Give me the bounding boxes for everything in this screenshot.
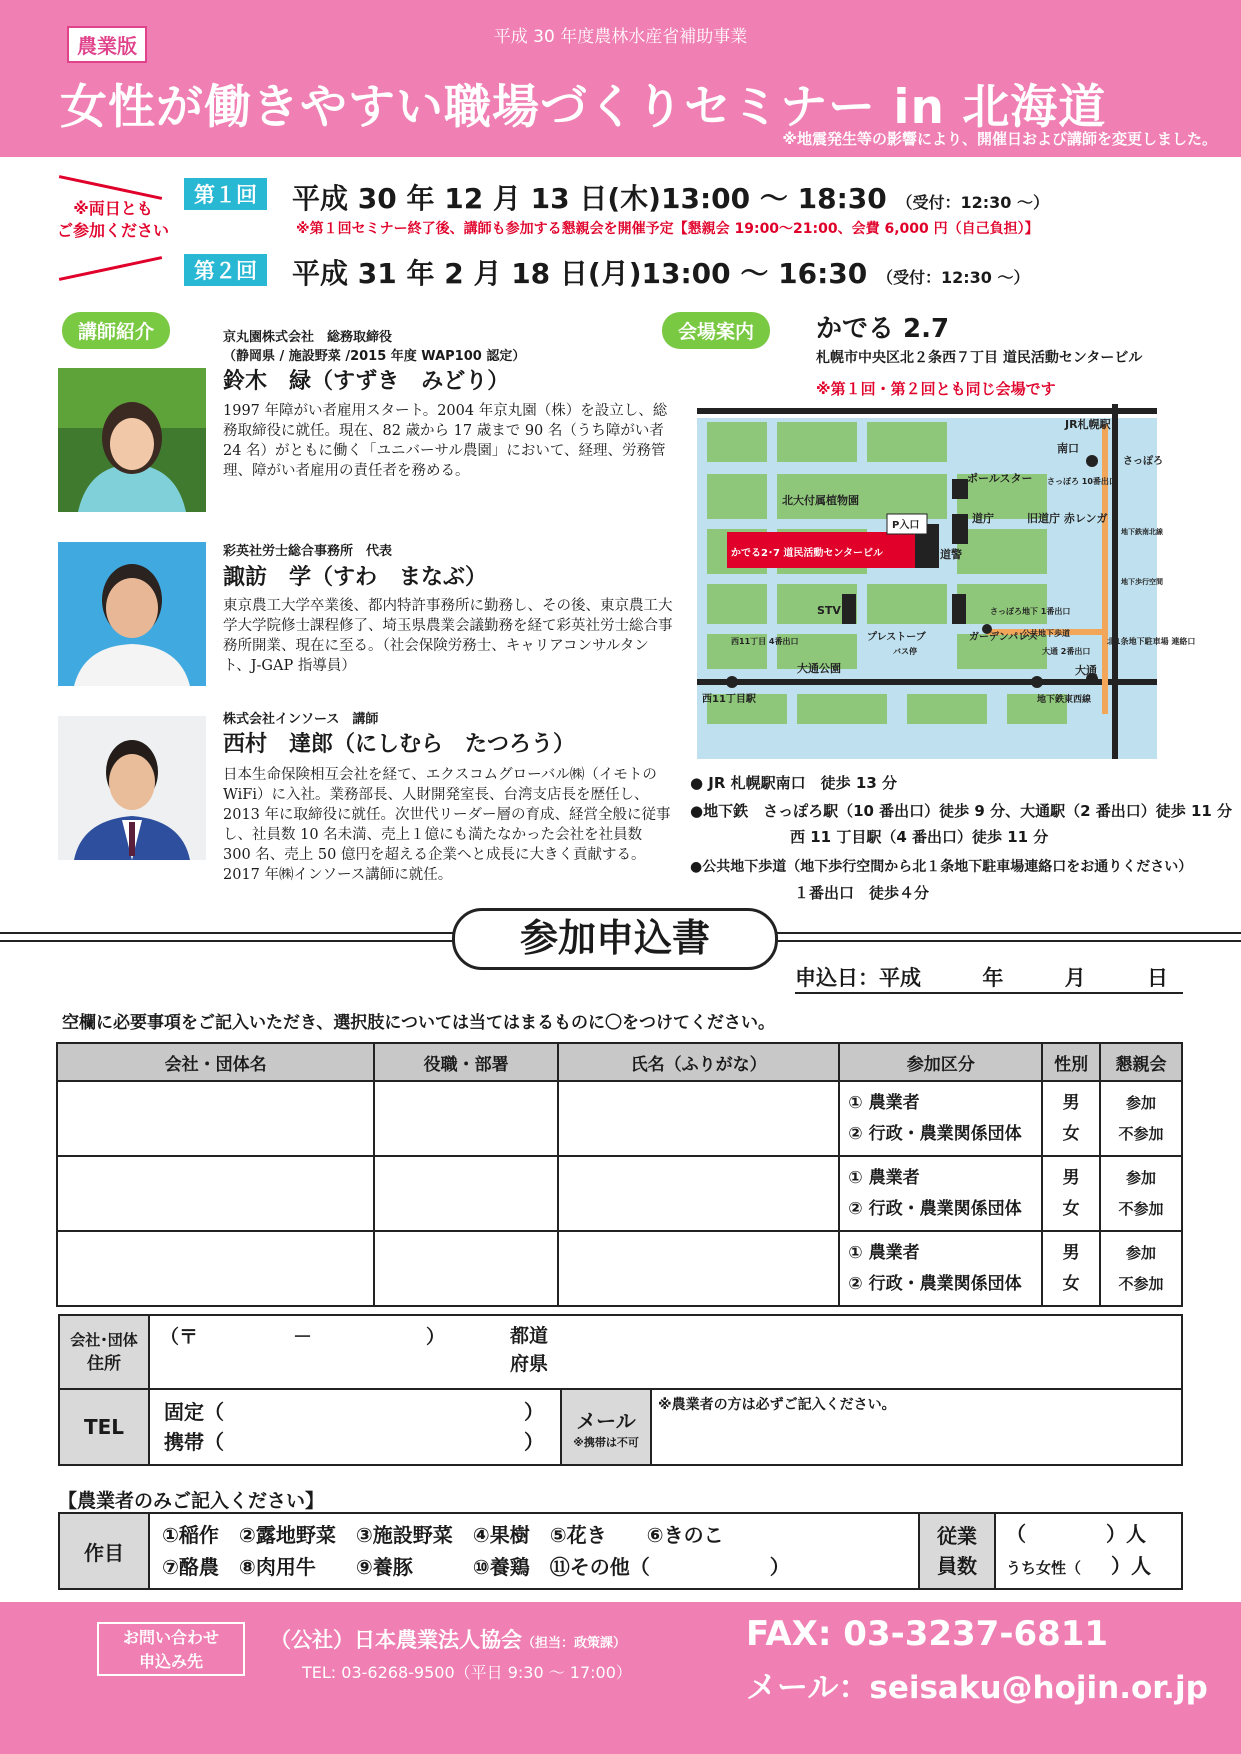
session2-date	[292, 252, 1030, 292]
lecturer1-bio: 1997 年障がい者雇用スタート。2004 年京丸園（株）を設立し、総務取締役に就任。現在、82 歳から 17 歳まで 90 名（うち障がい者 24 名）がともに働く「ユニバーサル農園」において、経理、労務管理、障がい者雇用の責任者を務める。	[223, 403, 668, 479]
map-odori-park: 大通公園	[797, 662, 841, 675]
lecturer1-name: 鈴木 緑（すずき みどり）	[223, 369, 510, 394]
apply-date-label: 申込日：平成	[795, 966, 921, 990]
crop-row1[interactable]: ①稲作 ②露地野菜 ③施設野菜 ④果樹 ⑤花き ⑥きのこ	[162, 1523, 724, 1547]
map-jr-station: JR札幌駅	[1065, 418, 1111, 431]
grant-text: 平成 30 年度農林水産省補助事業	[493, 27, 748, 47]
tel-field[interactable]	[149, 1389, 561, 1465]
col-category: 参加区分	[839, 1043, 1042, 1081]
lecturer2-bio: 東京農工大学卒業後、都内特許事務所に勤務し、その後、東京農工大学大学院修士課程修了、埼玉県農業会議勤務を経て彩英社労士総合事務所開業、現在に至る。（社会保険労務士、キャリアコンサルタント、J-GAP 指導員）	[223, 598, 673, 674]
mail-note: ※携帯は不可	[573, 1435, 639, 1449]
map-bus: バス停	[893, 647, 917, 656]
map-namboku: 地下鉄南北線	[1121, 528, 1163, 536]
form-instruction: 空欄に必要事項をご記入いただき、選択肢については当てはまるものに〇をつけてください。	[62, 1013, 775, 1033]
women-suffix: ）人	[1111, 1554, 1152, 1578]
category-farmer: ① 農業者	[848, 1167, 920, 1188]
map-paul-star: ポールスター	[967, 472, 1033, 485]
staff-total[interactable]: （ ）人	[1006, 1522, 1146, 1546]
both-days-line1: ※両日とも	[73, 199, 153, 218]
venue-address: 札幌市中央区北２条西７丁目 道民活動センタービル	[816, 350, 1143, 366]
party-absent: 不参加	[1118, 1274, 1164, 1293]
women-label: うち女性（	[1006, 1559, 1082, 1577]
lecturer1-org2: （静岡県 / 施設野菜 /2015 年度 WAP100 認定）	[223, 349, 526, 364]
category-admin: ② 行政・農業関係団体	[848, 1198, 1022, 1219]
both-days-line2: ご参加ください	[56, 221, 169, 240]
address-field[interactable]	[149, 1315, 1182, 1389]
party-absent: 不参加	[1118, 1124, 1164, 1143]
lecturer2-name: 諏訪 学（すわ まなぶ）	[223, 565, 488, 590]
organization-name: （公社）日本農業法人協会	[270, 1628, 522, 1652]
position-cell[interactable]	[374, 1081, 558, 1156]
session2-date-text: 平成 31 年 2 月 18 日(月)13:00 ～ 16:30	[292, 257, 868, 290]
lecturer3-org: 株式会社インソース 講師	[223, 712, 379, 727]
map-odori: 大通	[1075, 664, 1097, 677]
map-exit10: さっぽろ 10番出口	[1047, 477, 1117, 486]
mail-label	[561, 1389, 651, 1465]
address-label	[59, 1315, 149, 1389]
map-tozai: 地下鉄東西線	[1037, 695, 1092, 705]
mail-label-text: メール	[576, 1408, 636, 1433]
gender-cell[interactable]	[1042, 1231, 1100, 1306]
lecturer1-org: 京丸園株式会社 総務取締役	[223, 330, 393, 345]
apply-date[interactable]	[795, 962, 1183, 994]
staff-field[interactable]	[995, 1513, 1182, 1589]
change-note: ※地震発生等の影響により、開催日および講師を変更しました。	[782, 130, 1217, 148]
divider-slash	[59, 256, 162, 281]
landline-field[interactable]: 固定（ ）	[164, 1400, 544, 1424]
map-nishi11: 西11丁目駅	[702, 694, 756, 705]
lecturer-photo-suwa	[58, 542, 206, 686]
apply-month-label: 月	[1064, 966, 1086, 990]
farm-note: 【農業者のみご記入ください】	[58, 1490, 325, 1512]
map-sapporo: さっぽろ	[1123, 456, 1163, 467]
name-cell[interactable]	[558, 1081, 839, 1156]
lecturer-section-label: 講師紹介	[62, 312, 170, 349]
gender-cell[interactable]	[1042, 1156, 1100, 1231]
company-cell[interactable]	[57, 1231, 374, 1306]
footer-banner	[0, 1602, 1241, 1754]
map-presto: プレストーブ	[867, 632, 926, 643]
map-chikaho: 公共地下歩道	[1022, 629, 1070, 638]
position-cell[interactable]	[374, 1156, 558, 1231]
contact-line1: お問い合わせ	[122, 1628, 219, 1647]
map-kita1: 北1条地下駐車場 連絡口	[1107, 637, 1196, 646]
gender-female: 女	[1062, 1273, 1080, 1294]
map-dochou: 道庁	[972, 512, 994, 525]
category-farmer: ① 農業者	[848, 1092, 920, 1113]
access-underground: ●公共地下歩道（地下歩行空間から北１条地下駐車場連絡口をお通りください）	[690, 859, 1193, 875]
gender-male: 男	[1062, 1167, 1080, 1188]
session1-date	[292, 177, 1049, 217]
position-cell[interactable]	[374, 1231, 558, 1306]
staff-label	[919, 1513, 995, 1589]
tel-label: TEL	[59, 1389, 149, 1465]
address-label-line1: 会社･団体	[70, 1331, 138, 1349]
map-garden: ガーデンパレス	[969, 632, 1038, 643]
venue-section-label: 会場案内	[662, 312, 770, 349]
venue-map	[697, 404, 1196, 759]
map-kaderu: かでる2･7 道民活動センタービル	[731, 548, 883, 559]
contact-table	[58, 1314, 1183, 1466]
company-cell[interactable]	[57, 1156, 374, 1231]
party-attend: 参加	[1126, 1168, 1157, 1187]
participant-table	[56, 1042, 1183, 1307]
map-nishi11-exit: 西11丁目 4番出口	[731, 637, 799, 646]
table-row	[57, 1156, 1182, 1231]
category-cell[interactable]	[839, 1081, 1042, 1156]
map-doukei: 道警	[940, 548, 962, 561]
session1-tag: 第１回	[184, 178, 267, 210]
venue-same-note: ※第１回・第２回とも同じ会場です	[816, 380, 1056, 398]
party-attend: 参加	[1126, 1093, 1157, 1112]
access-subway: ●地下鉄 さっぽろ駅（10 番出口）徒歩 9 分、大通駅（2 番出口）徒歩 11 分	[690, 802, 1233, 820]
party-cell[interactable]	[1100, 1081, 1182, 1156]
gender-female: 女	[1062, 1198, 1080, 1219]
header-banner	[0, 0, 1241, 157]
gender-female: 女	[1062, 1123, 1080, 1144]
apply-day-label: 日	[1146, 966, 1168, 990]
table-row	[57, 1081, 1182, 1156]
name-cell[interactable]	[558, 1156, 839, 1231]
col-company: 会社・団体名	[57, 1043, 374, 1081]
mail-required-note: ※農業者の方は必ずご記入ください。	[658, 1397, 896, 1413]
gender-cell[interactable]	[1042, 1081, 1100, 1156]
lecturer-photo-nishimura	[58, 716, 206, 860]
crop-options[interactable]	[149, 1513, 919, 1589]
lecturer2-org: 彩英社労士総合事務所 代表	[223, 544, 393, 559]
map-odori-exit: 大通 2番出口	[1042, 647, 1091, 656]
farm-table	[58, 1512, 1183, 1590]
map-botanic: 北大付属植物園	[782, 494, 859, 507]
mobile-field[interactable]: 携帯（ ）	[164, 1430, 544, 1454]
both-days-note	[48, 180, 178, 242]
footer-mail[interactable]: メール：seisaku@hojin.or.jp	[746, 1670, 1208, 1706]
col-position: 役職・部署	[374, 1043, 558, 1081]
category-admin: ② 行政・農業関係団体	[848, 1273, 1022, 1294]
staff-label-line1: 従業	[937, 1524, 977, 1548]
form-title: 参加申込書	[452, 908, 778, 970]
gender-male: 男	[1062, 1242, 1080, 1263]
apply-year-label: 年	[982, 966, 1004, 990]
company-cell[interactable]	[57, 1081, 374, 1156]
crop-row2[interactable]: ⑦酪農 ⑧肉用牛 ⑨養豚 ⑩養鶏 ⑪その他（ ）	[162, 1555, 790, 1579]
access-exit1: １番出口 徒歩４分	[794, 884, 930, 902]
prefecture-line2: 府県	[510, 1353, 549, 1375]
mail-field[interactable]	[651, 1389, 1182, 1465]
access-jr: ● JR 札幌駅南口 徒歩 13 分	[690, 774, 897, 792]
prefecture-label	[510, 1322, 548, 1378]
contact-box	[97, 1622, 245, 1676]
party-absent: 不参加	[1118, 1199, 1164, 1218]
name-cell[interactable]	[558, 1231, 839, 1306]
map-old-dochou: 旧道庁 赤レンガ	[1027, 512, 1108, 525]
lecturer3-name: 西村 達郎（にしむら たつろう）	[223, 732, 576, 757]
category-admin: ② 行政・農業関係団体	[848, 1123, 1022, 1144]
map-p-entrance: P入口	[892, 520, 920, 531]
col-party: 懇親会	[1100, 1043, 1182, 1081]
session1-reception: （受付：12:30 ～）	[896, 193, 1049, 212]
edition-badge: 農業版	[67, 26, 147, 63]
footer-tel: TEL: 03-6268-9500（平日 9:30 ～ 17:00）	[302, 1663, 632, 1682]
col-name: 氏名（ふりがな）	[558, 1043, 839, 1081]
col-gender: 性別	[1042, 1043, 1100, 1081]
organization-note: （担当：政策課）	[522, 1636, 627, 1651]
party-attend: 参加	[1126, 1243, 1157, 1262]
session2-tag: 第２回	[184, 254, 267, 286]
crop-label: 作目	[59, 1513, 149, 1589]
category-cell[interactable]	[839, 1156, 1042, 1231]
party-cell[interactable]	[1100, 1156, 1182, 1231]
address-label-line2: 住所	[87, 1354, 121, 1374]
organization	[270, 1624, 626, 1654]
party-note: ※第１回セミナー終了後、講師も参加する懇親会を開催予定【懇親会 19:00～21:00、会費 6,000 円（自己負担）】	[296, 221, 1039, 237]
category-farmer: ① 農業者	[848, 1242, 920, 1263]
map-stv: STV	[817, 604, 841, 617]
party-cell[interactable]	[1100, 1231, 1182, 1306]
prefecture-line1: 都道	[510, 1325, 549, 1347]
category-cell[interactable]	[839, 1231, 1042, 1306]
table-row	[57, 1231, 1182, 1306]
postal-code-field[interactable]: （〒 － ）	[160, 1326, 446, 1348]
contact-line2: 申込み先	[138, 1652, 203, 1671]
gender-male: 男	[1062, 1092, 1080, 1113]
lecturer3-bio: 日本生命保険相互会社を経て、エクスコムグローバル㈱（イモトの WiFi）に入社。業務部長、人財開発室長、台湾支店長を歴任し、2013 年に取締役に就任。次世代リーダー層の育成、経営全般に従事し、社員数 10 名未満、売上１億にも満たなかった会社を社員数 300 名、売上 50 億円を超える企業へと成長に大きく貢献する。2017 年㈱インソース講師に就任。	[223, 767, 671, 883]
staff-label-line2: 員数	[937, 1554, 977, 1578]
page-title: 女性が働きやすい職場づくりセミナー in 北海道	[60, 80, 1107, 135]
session1-date-text: 平成 30 年 12 月 13 日(木)13:00 ～ 18:30	[292, 182, 887, 215]
session2-reception: （受付：12:30 ～）	[877, 268, 1030, 287]
access-nishi11: 西 11 丁目駅（4 番出口）徒歩 11 分	[790, 828, 1049, 846]
map-chikaho-v: 地下歩行空間	[1121, 578, 1163, 586]
lecturer-photo-suzuki	[58, 368, 206, 512]
footer-fax: FAX: 03-3237-6811	[746, 1614, 1109, 1654]
map-exit1: さっぽろ地下 1番出口	[990, 607, 1071, 616]
venue-name: かでる 2.7	[816, 314, 950, 344]
map-south-exit: 南口	[1057, 442, 1079, 455]
